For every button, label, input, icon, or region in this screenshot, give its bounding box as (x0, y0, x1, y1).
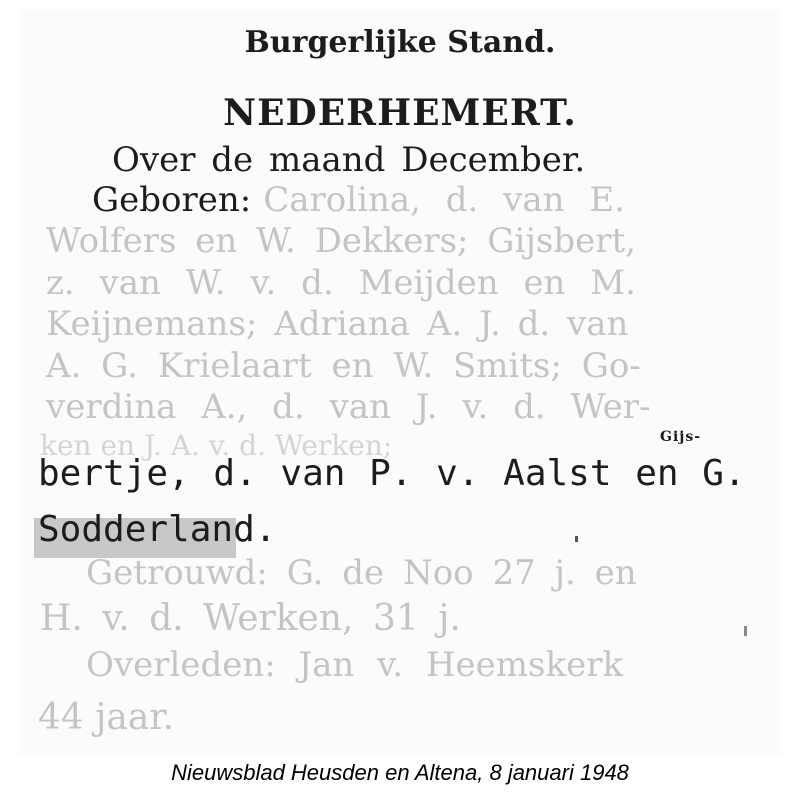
deaths-line-2: 44 jaar. (38, 697, 175, 738)
section-heading: Burgerlijke Stand. (244, 25, 556, 60)
town-heading: NEDERHEMERT. (223, 92, 577, 134)
births-line-9: Sodderland. (38, 509, 277, 550)
births-line-6: verdina A., d. van J. v. d. Wer- (46, 387, 651, 427)
deaths-line-1: Overleden: Jan v. Heemskerk (86, 645, 624, 685)
births-line-2: Wolfers en W. Dekkers; Gijsbert, (46, 221, 636, 261)
marriages-line-2: H. v. d. Werken, 31 j. (40, 598, 461, 639)
marriages-line-1: Getrouwd: G. de Noo 27 j. en (86, 553, 637, 593)
births-text-1: Carolina, d. van E. (263, 180, 625, 220)
births-line-4: Keijnemans; Adriana A. J. d. van (46, 304, 629, 344)
print-speck (744, 626, 747, 636)
births-line-5: A. G. Krielaart en W. Smits; Go- (46, 346, 641, 386)
month-line: Over de maand December. (112, 140, 586, 180)
births-text-7: ken en J. A. v. d. Werken; (40, 429, 393, 462)
source-caption: Nieuwsblad Heusden en Altena, 8 januari 1948 (171, 760, 629, 785)
births-line-3: z. van W. v. d. Meijden en M. (46, 263, 636, 303)
births-hyphenated-word: Gijs- (660, 429, 702, 445)
births-line-1 (92, 180, 625, 220)
print-speck (575, 536, 578, 542)
born-label: Geboren: (92, 180, 252, 220)
births-line-8: bertje, d. van P. v. Aalst en G. (38, 453, 746, 494)
